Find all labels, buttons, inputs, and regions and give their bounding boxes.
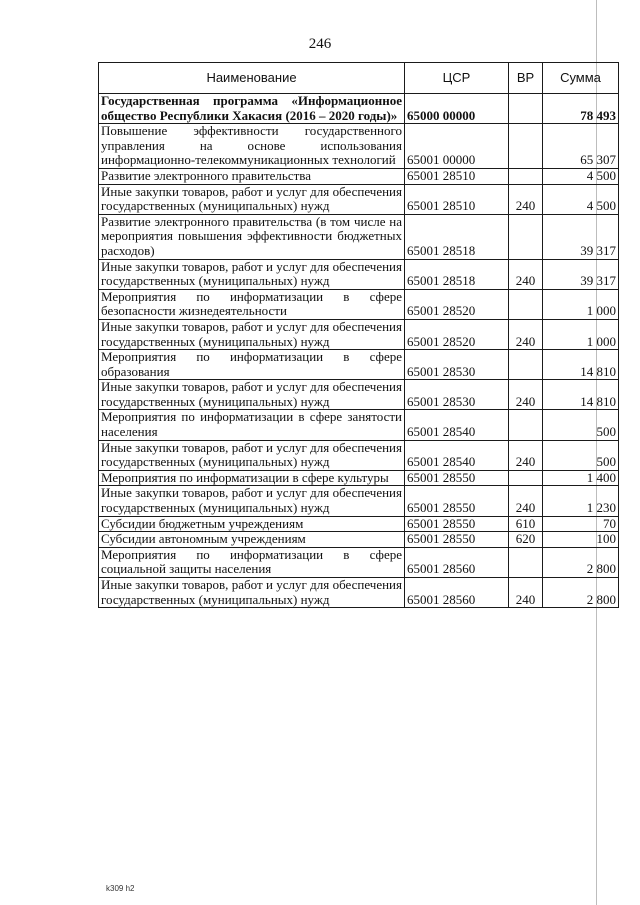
cell-vr [509,470,543,486]
cell-csr: 65001 28510 [405,168,509,184]
header-name: Наименование [99,63,405,94]
table-row [99,440,619,470]
cell-name: Иные закупки товаров, работ и услуг для обеспечения государственных (муниципальных) нужд [99,259,405,289]
table-row [99,516,619,532]
cell-csr: 65001 28550 [405,532,509,548]
cell-name: Иные закупки товаров, работ и услуг для обеспечения государственных (муниципальных) нужд [99,578,405,608]
cell-sum: 4 500 [543,184,619,214]
cell-name: Мероприятия по информатизации в сфере занятости населения [99,410,405,440]
cell-name: Иные закупки товаров, работ и услуг для обеспечения государственных (муниципальных) нужд [99,486,405,516]
table-row [99,578,619,608]
cell-sum: 2 800 [543,578,619,608]
cell-name: Иные закупки товаров, работ и услуг для обеспечения государственных (муниципальных) нужд [99,380,405,410]
cell-sum: 65 307 [543,124,619,169]
cell-csr: 65001 28530 [405,380,509,410]
cell-csr: 65001 28520 [405,289,509,319]
cell-name: Субсидии бюджетным учреждениям [99,516,405,532]
table-body [99,94,619,608]
cell-sum: 100 [543,532,619,548]
cell-sum: 78 493 [543,94,619,124]
cell-csr: 65001 28550 [405,470,509,486]
cell-sum: 14 810 [543,380,619,410]
header-csr: ЦСР [405,63,509,94]
cell-sum: 1 000 [543,319,619,349]
cell-vr: 240 [509,440,543,470]
cell-sum: 1 230 [543,486,619,516]
cell-vr: 240 [509,486,543,516]
header-vr: ВР [509,63,543,94]
cell-csr: 65001 28550 [405,486,509,516]
cell-sum: 1 000 [543,289,619,319]
cell-name: Мероприятия по информатизации в сфере социальной защиты населения [99,547,405,577]
cell-sum: 4 500 [543,168,619,184]
table-row [99,410,619,440]
cell-vr: 240 [509,184,543,214]
cell-csr: 65001 28530 [405,350,509,380]
cell-csr: 65001 28560 [405,578,509,608]
cell-csr: 65001 00000 [405,124,509,169]
cell-csr: 65001 28560 [405,547,509,577]
cell-name: Развитие электронного правительства [99,168,405,184]
cell-name: Государственная программа «Информационное общество Республики Хакасия (2016 – 2020 годы)» [99,94,405,124]
cell-vr: 240 [509,319,543,349]
table-row [99,94,619,124]
table-row [99,168,619,184]
cell-vr [509,350,543,380]
cell-csr: 65000 00000 [405,94,509,124]
table-row [99,319,619,349]
cell-sum: 500 [543,410,619,440]
cell-name: Субсидии автономным учреждениям [99,532,405,548]
table-row [99,470,619,486]
table-row [99,350,619,380]
table-row [99,184,619,214]
cell-name: Иные закупки товаров, работ и услуг для обеспечения государственных (муниципальных) нужд [99,184,405,214]
footer-note: k309 h2 [106,884,135,893]
cell-sum: 39 317 [543,259,619,289]
cell-vr [509,547,543,577]
cell-name: Мероприятия по информатизации в сфере культуры [99,470,405,486]
cell-name: Иные закупки товаров, работ и услуг для обеспечения государственных (муниципальных) нужд [99,319,405,349]
cell-vr [509,94,543,124]
cell-vr: 620 [509,532,543,548]
cell-sum: 39 317 [543,214,619,259]
cell-name: Мероприятия по информатизации в сфере безопасности жизнедеятельности [99,289,405,319]
cell-csr: 65001 28510 [405,184,509,214]
cell-name: Иные закупки товаров, работ и услуг для обеспечения государственных (муниципальных) нужд [99,440,405,470]
table-row [99,486,619,516]
cell-vr: 610 [509,516,543,532]
table-header-row [99,63,619,94]
cell-vr [509,410,543,440]
cell-csr: 65001 28518 [405,259,509,289]
table-row [99,532,619,548]
budget-table [98,62,619,608]
cell-vr [509,168,543,184]
table-row [99,214,619,259]
cell-sum: 1 400 [543,470,619,486]
cell-csr: 65001 28518 [405,214,509,259]
cell-sum: 500 [543,440,619,470]
table-row [99,259,619,289]
page-number: 246 [308,36,332,52]
cell-vr [509,124,543,169]
cell-vr: 240 [509,259,543,289]
cell-csr: 65001 28550 [405,516,509,532]
cell-sum: 70 [543,516,619,532]
cell-name: Повышение эффективности государственного управления на основе использования информационно-телекоммуникационных технологий [99,124,405,169]
cell-name: Развитие электронного правительства (в том числе на мероприятия повышения эффективности бюджетных расходов) [99,214,405,259]
cell-csr: 65001 28520 [405,319,509,349]
table-row [99,380,619,410]
cell-vr [509,214,543,259]
cell-vr [509,289,543,319]
table-row [99,124,619,169]
header-sum: Сумма [543,63,619,94]
table-row [99,289,619,319]
cell-sum: 14 810 [543,350,619,380]
table-row [99,547,619,577]
cell-name: Мероприятия по информатизации в сфере образования [99,350,405,380]
cell-csr: 65001 28540 [405,410,509,440]
cell-sum: 2 800 [543,547,619,577]
cell-vr: 240 [509,380,543,410]
cell-csr: 65001 28540 [405,440,509,470]
cell-vr: 240 [509,578,543,608]
